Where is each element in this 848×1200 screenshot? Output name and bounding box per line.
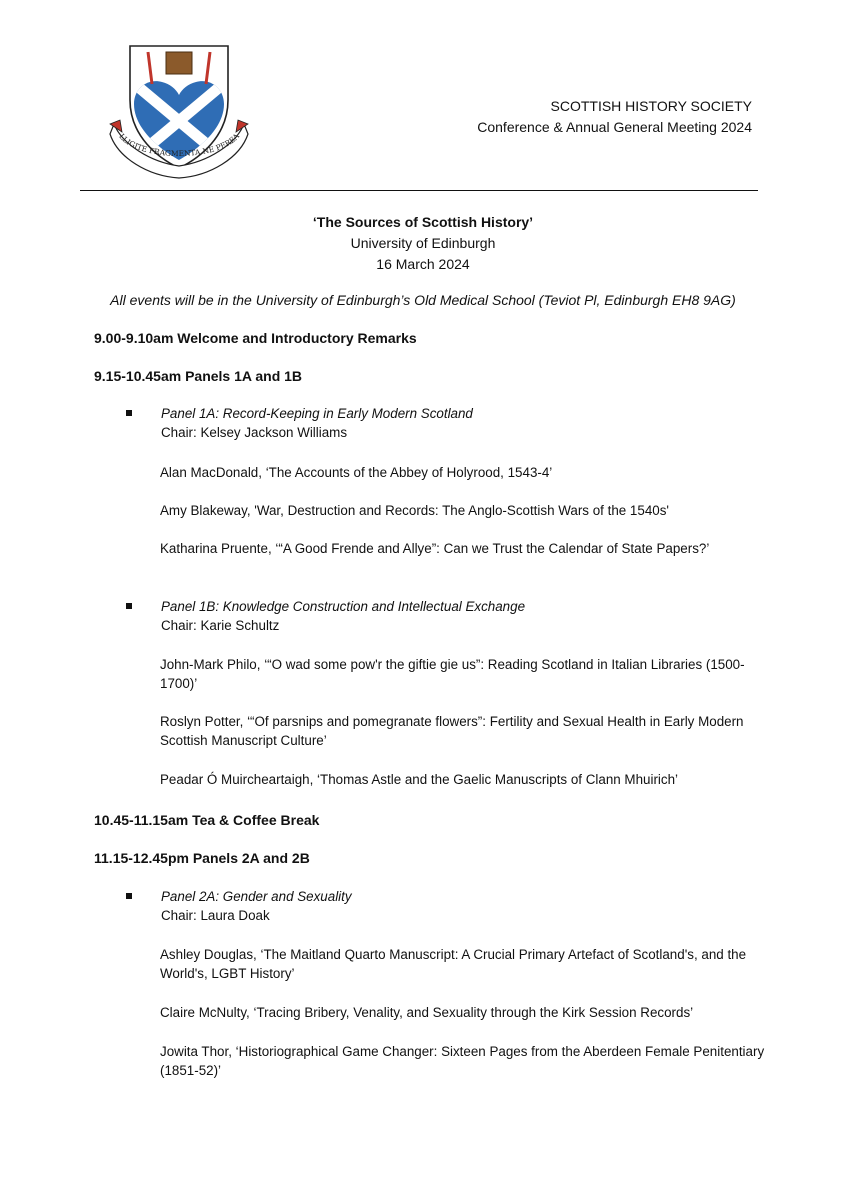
- paper-entry: Claire McNulty, ‘Tracing Bribery, Venality, and Sexuality through the Kirk Session Records’: [160, 1005, 694, 1020]
- paper-entry: Amy Blakeway, 'War, Destruction and Records: The Anglo-Scottish Wars of the 1540s': [160, 503, 669, 518]
- bullet-icon: [126, 410, 132, 416]
- panel-chair: Chair: Kelsey Jackson Williams: [161, 425, 348, 440]
- organisation-header: [477, 96, 752, 138]
- schedule-slot: 11.15-12.45pm Panels 2A and 2B: [94, 850, 310, 866]
- crest-motto: LLIGITE FRAGMENTA NE PEREA: [117, 131, 242, 159]
- conference-title-block: [80, 212, 766, 275]
- venue-note: All events will be in the University of Edinburgh’s Old Medical School (Teviot Pl, Edinburgh EH8 9AG): [110, 292, 736, 308]
- panel-chair: Chair: Laura Doak: [161, 908, 270, 923]
- paper-entry: Katharina Pruente, ‘“A Good Frende and Allye”: Can we Trust the Calendar of State Papers?’: [160, 541, 710, 556]
- bullet-icon: [126, 603, 132, 609]
- schedule-slot: 9.00-9.10am Welcome and Introductory Remarks: [94, 330, 417, 346]
- schedule-slot: 9.15-10.45am Panels 1A and 1B: [94, 368, 303, 384]
- conference-date: 16 March 2024: [376, 256, 470, 272]
- paper-entry: Roslyn Potter, ‘“Of parsnips and pomegranate flowers”: Fertility and Sexual Health in Early Modern Scottish Manuscript Culture’: [160, 714, 744, 748]
- panel-title: Panel 1A: Record-Keeping in Early Modern Scotland: [161, 406, 473, 421]
- paper-entry: Peadar Ó Muircheartaigh, ‘Thomas Astle and the Gaelic Manuscripts of Clann Mhuirich’: [160, 772, 679, 787]
- schedule-slot: 10.45-11.15am Tea & Coffee Break: [94, 812, 320, 828]
- paper-entry: Alan MacDonald, ‘The Accounts of the Abbey of Holyrood, 1543-4’: [160, 465, 553, 480]
- panel-chair: Chair: Karie Schultz: [161, 618, 280, 633]
- bullet-icon: [126, 893, 132, 899]
- society-crest-logo: [100, 40, 260, 190]
- event-name: Conference & Annual General Meeting 2024: [477, 119, 752, 135]
- panel-title: Panel 1B: Knowledge Construction and Intellectual Exchange: [161, 599, 526, 614]
- paper-entry: Ashley Douglas, ‘The Maitland Quarto Manuscript: A Crucial Primary Artefact of Scotland's, and the World's, LGBT History’: [160, 947, 747, 981]
- paper-entry: John-Mark Philo, ‘“O wad some pow'r the giftie gie us”: Reading Scotland in Italian Libraries (1500-1700)’: [160, 657, 745, 691]
- organisation-name: SCOTTISH HISTORY SOCIETY: [550, 98, 752, 114]
- conference-university: University of Edinburgh: [350, 235, 496, 251]
- paper-entry: Jowita Thor, ‘Historiographical Game Changer: Sixteen Pages from the Aberdeen Female Penitentiary (1851-52)’: [160, 1044, 765, 1078]
- conference-title: ‘The Sources of Scottish History’: [312, 214, 534, 230]
- header-divider: [80, 190, 758, 191]
- panel-title: Panel 2A: Gender and Sexuality: [161, 889, 352, 904]
